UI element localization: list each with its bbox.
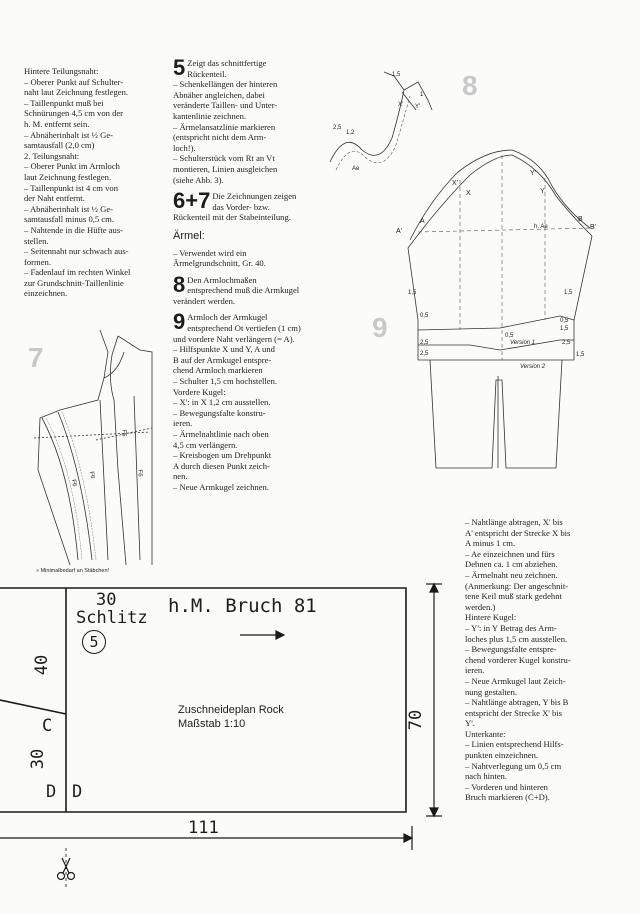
figure-9-mark-7: A' [396,228,403,235]
figure-9-mark-4: Y [540,188,545,195]
figure-8-mark-2: 1,5 [392,72,401,78]
col1-line: zur Grundschnitt-Taillenlinie [24,277,124,288]
paragraph-9-line: ieren. [173,418,193,429]
col3-line: Hintere Kugel: [465,612,517,623]
col1-line: einzeichnen. [24,288,68,299]
figure-8-mark-7: 1 [420,92,424,98]
figure-7-mark-3: F6 [120,429,127,437]
col1-line: – Oberer Punkt im Armloch [24,161,120,172]
col3-line: – Neue Armkugel laut Zeich- [465,675,566,686]
col3-line: – Vorderen und hinteren [465,781,548,792]
paragraph-9-line: – Schulter 1,5 cm hochstellen. [173,376,278,387]
figure-9-mark-11: 2,5 [420,351,429,357]
figure-9-mark-8: B' [590,224,597,231]
figure-9-mark-9: h. Ae [534,224,548,230]
cutting-plan-c-label: C [42,716,53,736]
figure-9-version-1: Version 1 [510,340,536,346]
paragraph-6-7 [173,188,303,223]
step-number-5: 5 [173,55,186,80]
figure-9-mark-10: 2,5 [420,340,429,346]
paragraph-9-line: – Neue Armkugel zeichnen. [173,481,269,492]
figure-7-mark-1: F6 [69,479,78,487]
col3-line: – Ärmelnaht neu zeichnen. [465,569,558,580]
paragraph-5-line: – Ärmelansatzlinie markieren [173,121,276,132]
col3-line: punkten einzeichnen. [465,750,539,761]
figure-9-mark-1: X' [452,180,459,187]
figure-9-mark-16: 0,5 [420,313,429,319]
figure-7-mark-2: F6 [87,471,96,479]
col3-line: ieren. [465,665,485,676]
cutting-plan-40: 40 [32,654,53,676]
paragraph-5-line: montieren, Linien ausgleichen [173,163,278,174]
col3-line: – Nahtverlegung um 0,5 cm [465,760,562,771]
figure-9-mark-15: 1,5 [564,290,573,296]
col1-line: – Seitennaht nur schwach aus- [24,246,129,257]
cutting-plan-schlitz: Schlitz [76,608,148,628]
col1-line: – Fadenlauf im rechten Winkel [24,267,131,278]
paragraph-6-7-text: Die Zeichnungen zeigen das Vorder- bzw. Rückenteil mit der Stabeinteilung. [173,191,297,223]
figure-9-mark-18: 0,5 [560,318,569,324]
cutting-plan-d-left: D [46,782,57,802]
paragraph-5-line: Abnäher angleichen, dabei [173,89,265,100]
cutting-plan-circle-5: 5 [82,630,106,654]
col1-line: – Oberer Punkt auf Schulter- [24,76,124,87]
col3-line: Bruch markieren (C+D). [465,792,550,803]
figure-9-mark-2: Y' [530,170,537,177]
col3-line: nach hinten. [465,771,507,782]
step-number-6-7: 6+7 [173,188,211,214]
paragraph-9-text: Armloch der Armkugel entsprechend Ot vertiefen (1 cm) und vordere Naht verlängern (= A). [173,312,301,344]
paragraph-9-list [173,344,303,492]
paragraph-5-line: – Schulterstück vom Rt an Vt [173,153,275,164]
col1-line: laut Zeichnung festlegen. [24,171,112,182]
step-number-9: 9 [173,309,186,335]
col3-line: tene Keil muß stark gedehnt [465,591,562,602]
col1-line: – Nahtende in die Hüfte aus- [24,224,124,235]
cutting-plan-height-70: 70 [406,709,427,731]
figure-8-mark-1: 2,5 [333,125,342,131]
col1-line: Hintere Teilungsnaht: [24,66,99,76]
paragraph-9-line: Vordere Kugel: [173,386,226,397]
cutting-plan-title: Zuschneideplan Rock [178,704,284,716]
paragraph-5-line: (siehe Abb. 3). [173,174,224,185]
paragraph-9-line: nen. [173,471,188,482]
col1-line: 2. Teilungsnaht: [24,150,80,161]
figure-8-mark-6: 1,2 [346,130,355,136]
figure-9-mark-6: B [578,216,583,223]
figure-9-mark-17: 0,5 [505,333,514,339]
paragraph-8-text: Den Armlochmaßen entsprechend muß die Armkugel verändert werden. [173,274,300,306]
paragraph-5-intro: Zeigt das schnittfertige Rückenteil. [187,58,267,79]
col1-line: stellen. [24,235,49,246]
col1-line: samtausfall minus 0,5 cm. [24,214,114,225]
col1-line: – Abnäherinhalt ist ½ Ge- [24,203,114,214]
sleeve-heading: Ärmel: [173,229,205,242]
figure-9-mark-14: 1,5 [408,290,417,296]
paragraph-5-line: kantenlinie zeichnen. [173,110,247,121]
col3-line: – Y': in Y Betrag des Arm- [465,622,557,633]
paragraph-5 [173,55,303,80]
paragraph-9-line: – X': in X 1,2 cm ausstellen. [173,397,271,408]
cutting-plan-scale: Maßstab 1:10 [178,718,246,730]
col3-line: A' entspricht der Strecke X bis [465,527,571,538]
paragraph-9-line: A durch diesen Punkt zeich- [173,460,270,471]
col3-line: – Ae einzeichnen und fürs [465,548,555,559]
col3-line: entspricht der Strecke X' bis [465,707,563,718]
col1-line: naht laut Zeichnung festlegen. [24,87,129,98]
paragraph-5-line: – Schenkellängen der hinteren [173,79,278,90]
col1-line: der Naht entfernt. [24,193,85,204]
col3-line: (Anmerkung: Der angeschnit- [465,580,569,591]
cutting-plan-hm-bruch: h.M. Bruch 81 [168,595,317,617]
paragraph-5-line: veränderte Taillen- und Unter- [173,100,278,111]
figure-9-version-2: Version 2 [520,364,546,370]
sleeve-intro: – Verwendet wird ein Ärmelgrundschnitt, Gr. 40. [173,247,266,269]
paragraph-9-line: 4,5 cm verlängern. [173,439,238,450]
col3-line: nung gestalten. [465,686,518,697]
paragraph-9-line: – Kreisbogen um Drehpunkt [173,450,272,461]
figure-9-label: 9 [372,312,388,343]
col3-line: – Nahtlänge abtragen, Y bis B [465,697,569,708]
paragraph-9-line: – Ärmelnahtlinie nach oben [173,429,269,439]
figure-9-mark-21: 1,5 [560,326,569,332]
col1-line: formen. [24,256,51,267]
col3-line: – Bewegungsfalte entspre- [465,644,557,655]
col1-line: – Taillenpunkt muß bei [24,97,104,108]
figure-9-mark-5: A [420,218,425,225]
col1-line: h. M. entfernt sein. [24,118,90,129]
paragraph-9-line: – Hilfspunkte X und Y, A und [173,344,275,355]
figure-9-mark-3: X [466,190,471,197]
paragraph-9-line: – Bewegungsfalte konstru- [173,407,266,418]
figure-8-label: 8 [462,70,478,101]
col1-line: samtausfall (2,0 cm) [24,140,95,151]
figure-7-label: 7 [28,342,44,373]
paragraph-8 [173,271,303,307]
text-column-middle [173,55,303,493]
paragraph-9-line: B auf der Armkugel entspre- [173,354,272,365]
cutting-plan-width-111: 111 [188,818,219,838]
figure-8-mark-4: Y' [415,104,421,110]
col3-line: Dehnen ca. 1 cm abziehen. [465,559,558,570]
col3-line: werden.) [465,601,496,612]
figure-7-caption: » Minimalbedarf an Stäbchen! [36,568,110,574]
cutting-plan-30-top: 30 [96,590,117,610]
paragraph-9 [173,309,303,344]
col3-line: – Nahtlänge abtragen, X' bis [465,517,563,527]
paragraph-5-line: (entspricht nicht dem Arm- [173,132,267,143]
col3-line: – Linien entsprechend Hilfs- [465,739,564,750]
text-column-left [24,66,157,299]
paragraph-5-line: loch!). [173,142,196,153]
paragraph-5-list [173,79,303,185]
col3-line: loches plus 1,5 cm ausstellen. [465,633,568,644]
cutting-plan-d-right: D [72,782,83,802]
text-column-right [465,517,600,803]
col3-line: A minus 1 cm. [465,538,516,549]
paragraph-9-line: chend Armloch markieren [173,365,263,376]
figure-9-mark-12: 2,5 [562,340,571,346]
figure-9-mark-13: 1,5 [576,352,585,358]
cutting-plan-30-left: 30 [28,748,49,770]
col1-line: – Taillenpunkt ist 4 cm von [24,182,119,193]
figure-8-mark-5: Ae [352,166,360,172]
col3-line: Unterkante: [465,728,506,739]
col1-line: – Abnäherinhalt ist ½ Ge- [24,129,114,140]
col1-line: Schnürungen 4,5 cm von der [24,108,124,119]
col3-line: Y'. [465,718,475,729]
step-number-8: 8 [173,271,186,297]
figure-8-mark-3: X' [398,102,404,108]
col3-line: chend vorderer Kugel konstru- [465,654,571,665]
figure-7-mark-4: F6 [136,469,143,477]
